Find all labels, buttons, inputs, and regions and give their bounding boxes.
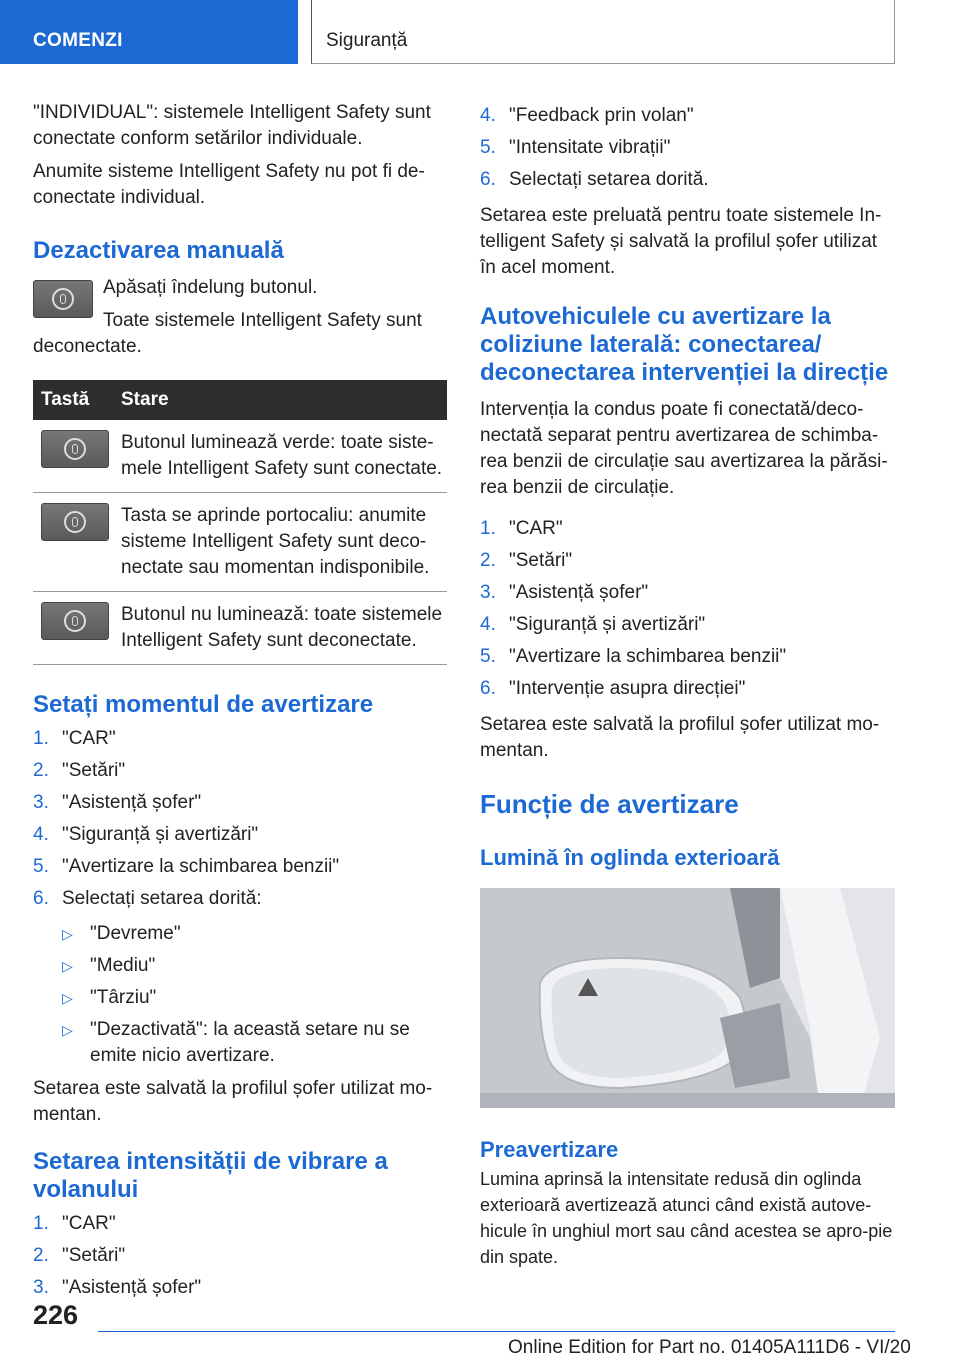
option-item: ▷ "Dezactivată": la această setare nu se emite nicio avertizare. bbox=[62, 1019, 410, 1066]
warning-time-steps bbox=[33, 723, 447, 1069]
list-item: 3. "Asistență șofer" bbox=[33, 792, 202, 813]
key-status-table bbox=[33, 380, 447, 665]
list-item: 6. Selectați setarea dorită. bbox=[480, 169, 709, 190]
vibration-steps bbox=[33, 1208, 447, 1304]
manual-result: Toate sistemele Intelligent Safety sunt deconectate. bbox=[33, 310, 422, 357]
section-title: COMENZI bbox=[33, 30, 123, 51]
header-chapter-tab bbox=[311, 0, 895, 64]
button-green-icon bbox=[41, 430, 109, 468]
warning-time-note: Setarea este salvată la profilul șofer utilizat mo-mentan. bbox=[33, 1078, 433, 1125]
manual-block bbox=[33, 275, 447, 360]
table-header-key: Tastă bbox=[33, 380, 113, 420]
table-cell-state: Butonul luminează verde: toate siste-mele Intelligent Safety sunt conectate. bbox=[113, 420, 447, 493]
heading-lateral-collision: Autovehiculele cu avertizare la coliziune laterală: conectarea/ deconectarea intervenției la direcție bbox=[480, 303, 889, 386]
list-item: 2. "Setări" bbox=[33, 1245, 126, 1266]
list-item: 5. "Avertizare la schimbarea benzii" bbox=[33, 856, 340, 877]
mirror-illustration bbox=[480, 888, 895, 1108]
list-item: 1. "CAR" bbox=[480, 518, 563, 539]
list-item: 3. "Asistență șofer" bbox=[33, 1277, 202, 1298]
option-item: ▷ "Târziu" bbox=[62, 987, 157, 1008]
edition-text: Online Edition for Part no. 01405A111D6 - VI/20 bbox=[508, 1337, 911, 1358]
list-item: 1. "CAR" bbox=[33, 728, 116, 749]
vibration-note: Setarea este preluată pentru toate sistemele In-telligent Safety și salvată la profilul șofer utilizat în acel moment. bbox=[480, 205, 882, 278]
heading-vibration: Setarea intensității de vibrare a volanului bbox=[33, 1148, 388, 1203]
button-orange-icon bbox=[41, 503, 109, 541]
list-item: 4. "Siguranță și avertizări" bbox=[33, 824, 259, 845]
list-item: 5. "Avertizare la schimbarea benzii" bbox=[480, 646, 787, 667]
lateral-note: Setarea este salvată la profilul șofer utilizat mo-mentan. bbox=[480, 714, 880, 761]
left-column bbox=[33, 100, 447, 1311]
table-cell-state: Tasta se aprinde portocaliu: anumite sisteme Intelligent Safety sunt deco-nectate sau momentan indisponibile. bbox=[113, 493, 447, 592]
right-column bbox=[480, 100, 895, 1277]
table-row bbox=[33, 592, 447, 665]
intelligent-safety-button-icon bbox=[33, 280, 93, 318]
list-item: 6. Selectați setarea dorită: bbox=[33, 888, 262, 909]
lateral-paragraph: Intervenția la condus poate fi conectată/deco-nectată separat pentru avertizarea de schimba-rea benzii de circulație sau avertizarea la părăsi-rea benzii de circulație. bbox=[480, 399, 888, 498]
footer-divider bbox=[98, 1331, 895, 1332]
option-item: ▷ "Devreme" bbox=[62, 923, 181, 944]
prewarning-paragraph: Lumina aprinsă la intensitate redusă din oglinda exterioară avertizează atunci când există autove-hicule în unghiul mort sau când acestea se apro-pie din spate. bbox=[480, 1169, 893, 1267]
table-header-state: Stare bbox=[113, 380, 447, 420]
intro-paragraph-1: "INDIVIDUAL": sistemele Intelligent Safety sunt conectate conform setărilor individuale. bbox=[33, 102, 431, 149]
list-item: 4. "Feedback prin volan" bbox=[480, 105, 694, 126]
option-item: ▷ "Mediu" bbox=[62, 955, 156, 976]
lateral-steps bbox=[480, 513, 895, 705]
list-item: 5. "Intensitate vibrații" bbox=[480, 137, 671, 158]
intro-paragraph-2: Anumite sisteme Intelligent Safety nu pot fi de-conectate individual. bbox=[33, 161, 425, 208]
list-item: 6. "Intervenție asupra direcției" bbox=[480, 678, 746, 699]
list-item: 1. "CAR" bbox=[33, 1213, 116, 1234]
table-row bbox=[33, 420, 447, 493]
manual-step: Apăsați îndelung butonul. bbox=[103, 277, 318, 298]
heading-prewarning: Preavertizare bbox=[480, 1137, 619, 1162]
heading-manual-deactivation: Dezactivarea manuală bbox=[33, 237, 284, 264]
header-section-tab bbox=[0, 0, 298, 64]
heading-warning-time: Setați momentul de avertizare bbox=[33, 691, 374, 718]
list-item: 4. "Siguranță și avertizări" bbox=[480, 614, 706, 635]
chapter-title: Siguranță bbox=[326, 30, 408, 51]
button-off-icon bbox=[41, 602, 109, 640]
table-row bbox=[33, 493, 447, 592]
heading-warning-function: Funcție de avertizare bbox=[480, 789, 739, 819]
list-item: 2. "Setări" bbox=[480, 550, 573, 571]
list-item: 2. "Setări" bbox=[33, 760, 126, 781]
page-number: 226 bbox=[33, 1300, 79, 1330]
list-item: 3. "Asistență șofer" bbox=[480, 582, 649, 603]
exterior-mirror-image bbox=[480, 888, 895, 1108]
vibration-steps-continued bbox=[480, 100, 895, 196]
table-cell-state: Butonul nu luminează: toate sistemele Intelligent Safety sunt deconectate. bbox=[113, 592, 447, 665]
heading-mirror-light: Lumină în oglinda exterioară bbox=[480, 845, 780, 870]
